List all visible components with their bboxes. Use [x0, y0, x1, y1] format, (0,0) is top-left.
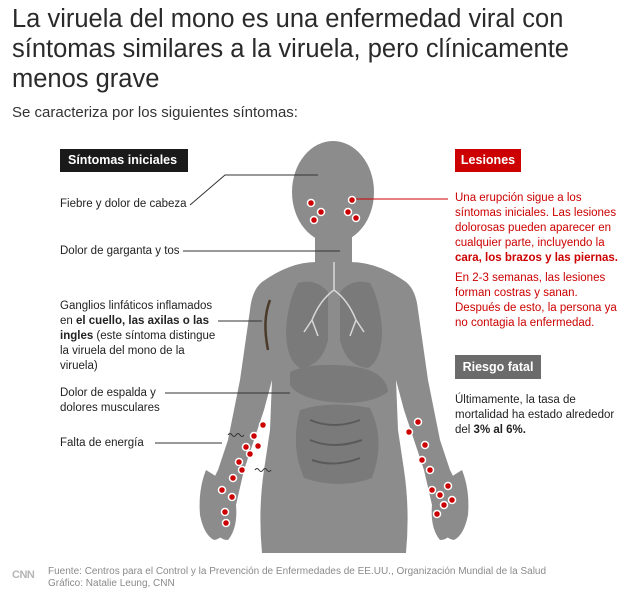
- footer: [48, 566, 546, 590]
- footer-credit: Gráfico: Natalie Leung, CNN: [48, 578, 175, 589]
- page-subtitle: Se caracteriza por los siguientes síntomas:: [12, 104, 298, 121]
- symptom-back: Dolor de espalda y dolores musculares: [60, 387, 160, 414]
- lymph-text-pre: Ganglios linfáticos inflamados en: [60, 300, 213, 327]
- fatal-text-bold: 3% al 6%.: [473, 424, 526, 436]
- lymph-text-post: (este síntoma distingue la viruela del mono de la viruela): [60, 330, 216, 372]
- initial-symptoms-label: Síntomas iniciales: [60, 149, 188, 172]
- fatal-risk-label: Riesgo fatal: [455, 355, 541, 379]
- lesions-p1-bold: cara, los brazos y las piernas.: [455, 252, 618, 264]
- fatal-risk-text: [455, 393, 625, 438]
- fatal-text-pre: Últimamente, la tasa de mortalidad ha estado alrededor del: [455, 394, 615, 436]
- symptom-energy: Falta de energía: [60, 437, 144, 449]
- symptom-fever: Fiebre y dolor de cabeza: [60, 198, 187, 210]
- footer-source: Fuente: Centros para el Control y la Prevención de Enfermedades de EE.UU., Organización Mundial de la Salud: [48, 566, 547, 577]
- cnn-logo: CNN: [12, 569, 35, 581]
- lesions-label: Lesiones: [455, 149, 521, 172]
- symptom-lymph-nodes: [60, 299, 220, 374]
- lesions-p1-text: Una erupción sigue a los síntomas iniciales. Las lesiones dolorosas pueden aparecer en cualquier parte, incluyendo la: [455, 192, 617, 249]
- lymph-text-bold: el cuello, las axilas o las ingles: [60, 315, 209, 342]
- lesions-paragraph-2: En 2-3 semanas, las lesiones forman costras y sanan. Después de esto, la persona ya no contagia la enfermedad.: [455, 272, 617, 329]
- lesions-paragraph-1: [455, 191, 625, 266]
- symptom-throat: Dolor de garganta y tos: [60, 245, 180, 257]
- page-title: La viruela del mono es una enfermedad viral con síntomas similares a la viruela, pero clínicamente menos grave: [12, 5, 569, 93]
